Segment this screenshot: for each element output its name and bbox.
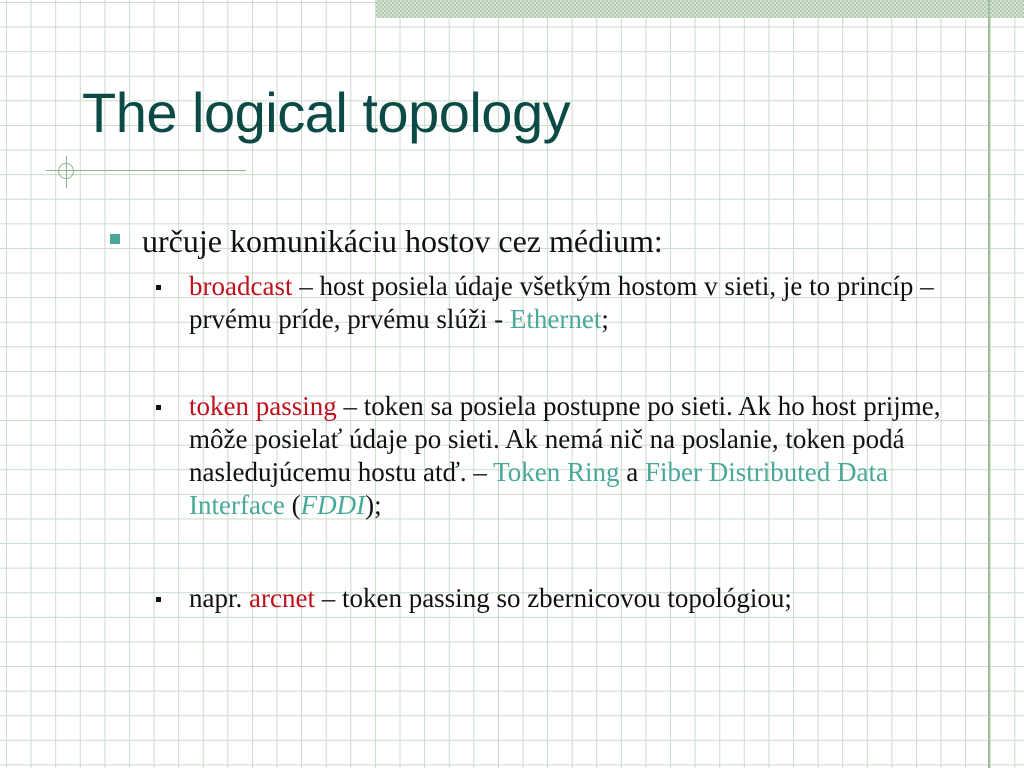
link-ethernet[interactable]: Ethernet [509,304,602,334]
term-token-passing: token passing [189,391,337,421]
bullet-main-text: určuje komunikáciu hostov cez médium: [142,223,663,259]
square-bullet-icon [110,234,120,244]
bullet-broadcast-text [189,270,946,336]
token-passing-conjunction: a [619,457,646,487]
abbr-fddi: FDDI [300,490,366,520]
small-bullet-icon [156,285,161,290]
term-broadcast: broadcast [189,271,293,301]
bullet-token-passing [156,390,946,522]
small-bullet-icon [156,405,161,410]
term-arcnet: arcnet [249,583,315,613]
slide-title: The logical topology [82,81,571,144]
broadcast-description: – host posiela údaje všetkým hostom v sieti, je to princíp – prvému príde, prvému slúži - [189,271,934,334]
bullet-arcnet [156,582,946,615]
bullet-arcnet-text [189,582,946,615]
small-bullet-icon [156,597,161,602]
link-token-ring[interactable]: Token Ring [493,457,620,487]
decorative-top-band [376,0,1024,18]
title-underline [46,170,246,171]
bullet-broadcast [156,270,946,336]
paren-open: ( [284,490,301,520]
link-fddi[interactable]: Fiber Distributed Data Interface [189,457,888,520]
crosshair-circle-icon [58,163,74,179]
bullet-token-passing-text [189,390,946,522]
broadcast-end: ; [601,304,609,334]
decorative-right-band [988,0,990,768]
arcnet-prefix: napr. [189,583,249,613]
token-passing-description: – token sa posiela postupne po sieti. Ak ho host prijme, môže posielať údaje po sieti. Ak nemá nič na poslanie, token podá nasledujúcemu hostu atď. – [189,391,941,487]
paren-close: ); [365,490,382,520]
arcnet-description: – token passing so zbernicovou topológiou; [314,583,792,613]
